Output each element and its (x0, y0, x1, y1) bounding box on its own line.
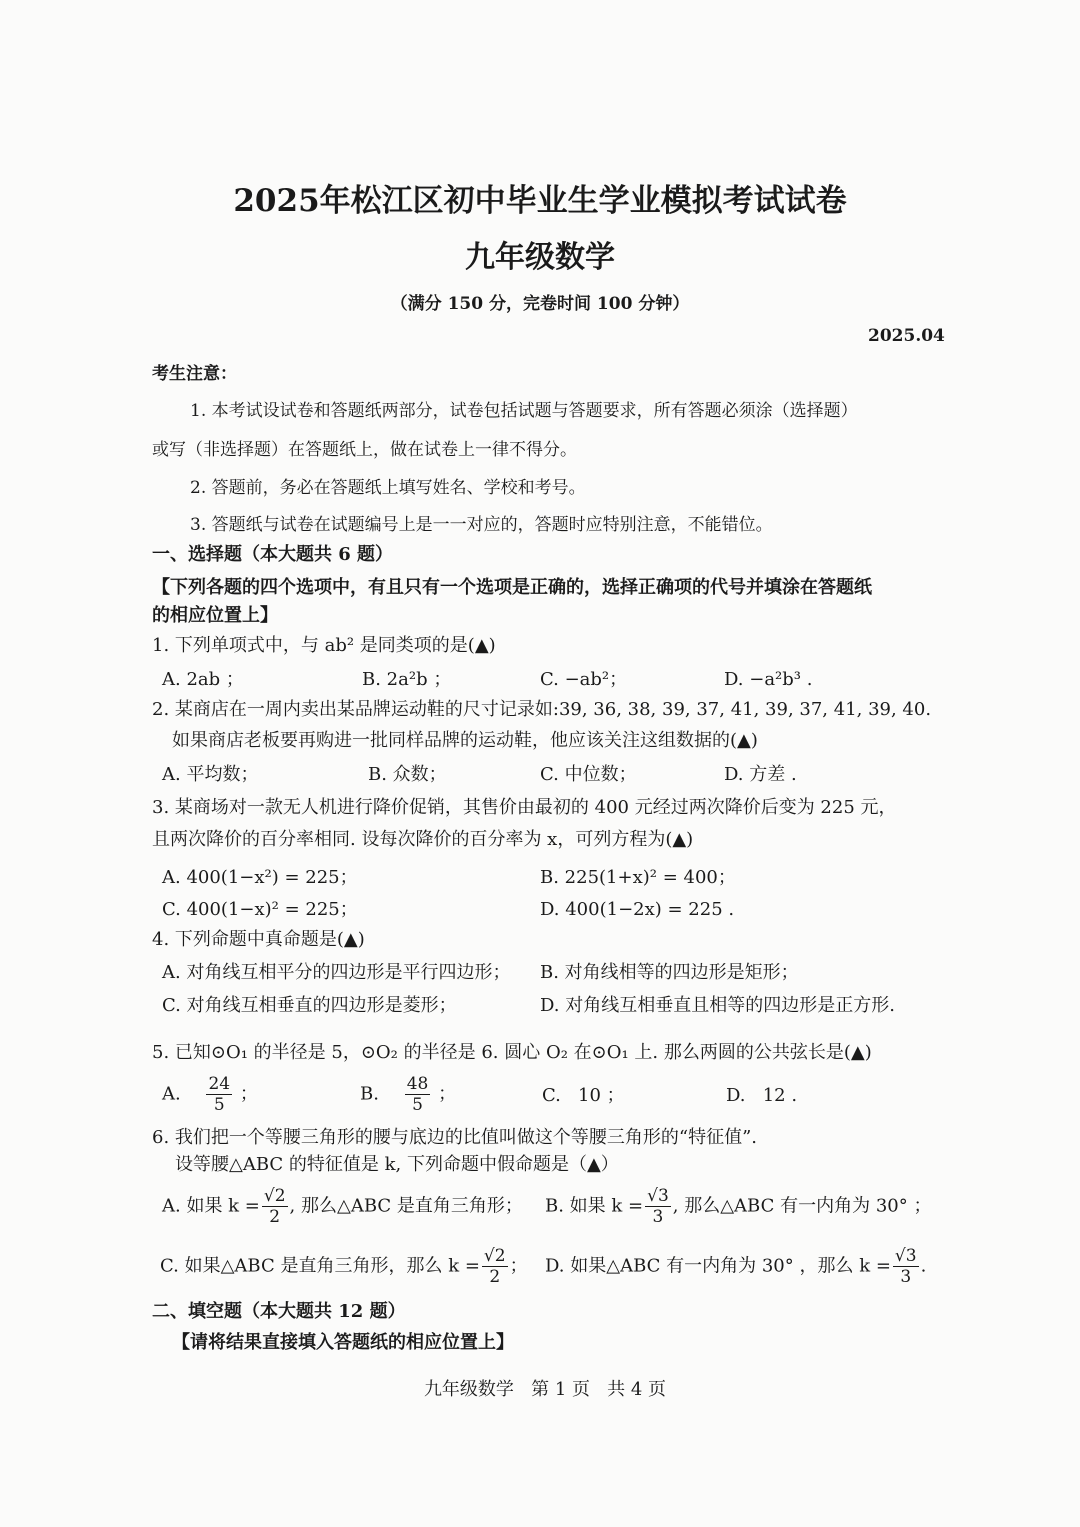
instruction-3: 3. 答题纸与试卷在试题编号上是一一对应的，答题时应特别注意，不能错位。 (190, 515, 773, 535)
numerator: 24 (208, 1074, 231, 1094)
question-6-stem-cont: 设等腰△ABC 的特征值是 k, 下列命题中假命题是（▲） (175, 1154, 619, 1175)
option-tail: ； (239, 1083, 258, 1105)
instruction-1: 1. 本考试设试卷和答题纸两部分，试卷包括试题与答题要求，所有答题必须涂（选择题） (190, 401, 858, 421)
section2-heading: 二、填空题（本大题共 12 题） (152, 1301, 406, 1322)
q2-option-b: B. 众数； (368, 764, 447, 785)
fraction (645, 1186, 671, 1227)
q2-option-d: D. 方差 . (724, 764, 797, 785)
page-footer: 九年级数学 第 1 页 共 4 页 (423, 1379, 667, 1400)
numerator: √2 (483, 1246, 506, 1266)
question-2-stem-cont: 如果商店老板要再购进一批同样品牌的运动鞋，他应该关注这组数据的(▲) (172, 730, 758, 751)
exam-subtitle: 九年级数学 (465, 240, 615, 275)
q5-option-c (542, 1084, 625, 1108)
denominator: 3 (652, 1207, 664, 1227)
fraction (262, 1186, 288, 1227)
q3-option-a: A. 400(1−x²) = 225； (162, 867, 358, 888)
q2-option-c: C. 中位数； (540, 764, 637, 785)
denominator: 5 (213, 1095, 225, 1115)
question-5-stem: 5. 已知⊙O₁ 的半径是 5，⊙O₂ 的半径是 6. 圆心 O₂ 在⊙O₁ 上. 那么两圆的公共弦长是(▲) (152, 1042, 872, 1063)
option-prefix: D. 如果△ABC 有一内角为 30° ，那么 k = (545, 1255, 891, 1277)
fraction (482, 1246, 508, 1287)
option-tail: ； (438, 1083, 457, 1105)
question-3-stem: 3. 某商场对一款无人机进行降价促销，其售价由最初的 400 元经过两次降价后变为 225 元， (152, 797, 897, 818)
numerator: √2 (263, 1186, 286, 1206)
q4-option-a: A. 对角线互相平分的四边形是平行四边形； (162, 962, 511, 983)
option-prefix: B. 如果 k = (545, 1195, 644, 1217)
q6-option-a (162, 1186, 523, 1227)
q2-option-a: A. 平均数； (162, 764, 259, 785)
q3-option-c: C. 400(1−x)² = 225； (162, 899, 358, 920)
option-prefix: C. 如果△ABC 是直角三角形，那么 k = (160, 1255, 480, 1277)
q1-option-b: B. 2a²b ； (362, 669, 452, 690)
q4-option-c: C. 对角线互相垂直的四边形是菱形； (162, 995, 457, 1016)
section1-direction-cont: 的相应位置上】 (152, 605, 278, 626)
option-text: 10 ； (578, 1085, 625, 1106)
q3-option-b: B. 225(1+x)² = 400； (540, 867, 736, 888)
section1-direction: 【下列各题的四个选项中，有且只有一个选项是正确的，选择正确项的代号并填涂在答题纸 (152, 577, 872, 598)
question-4-stem: 4. 下列命题中真命题是(▲) (152, 929, 365, 950)
q5-option-d (726, 1084, 797, 1108)
q5-option-a (162, 1074, 258, 1115)
numerator: 48 (406, 1074, 429, 1094)
instruction-1-cont: 或写（非选择题）在答题纸上，做在试卷上一律不得分。 (152, 440, 577, 460)
exam-date: 2025.04 (868, 326, 945, 346)
denominator: 2 (269, 1207, 281, 1227)
q1-option-d: D. −a²b³ . (724, 669, 813, 690)
q6-option-b (545, 1186, 931, 1227)
exam-note: （满分 150 分，完卷时间 100 分钟） (390, 294, 690, 314)
exam-title: 2025年松江区初中毕业生学业模拟考试试卷 (233, 183, 847, 219)
denominator: 5 (412, 1095, 423, 1115)
question-3-stem-cont: 且两次降价的百分率相同. 设每次降价的百分率为 x，可列方程为(▲) (152, 829, 694, 850)
option-label: B. (360, 1083, 379, 1105)
question-6-stem: 6. 我们把一个等腰三角形的腰与底边的比值叫做这个等腰三角形的“特征值”. (152, 1127, 758, 1148)
fraction (405, 1074, 431, 1115)
option-suffix: , 那么△ABC 有一内角为 30° ； (672, 1195, 932, 1217)
option-suffix: . (920, 1255, 927, 1277)
q5-option-b (360, 1074, 456, 1115)
numerator: √3 (894, 1246, 917, 1266)
q6-option-d (545, 1246, 926, 1287)
q4-option-d: D. 对角线互相垂直且相等的四边形是正方形. (540, 995, 895, 1016)
q4-option-b: B. 对角线相等的四边形是矩形； (540, 962, 799, 983)
option-text: 12 . (762, 1085, 798, 1106)
instructions-heading: 考生注意： (152, 364, 237, 384)
option-suffix: ； (509, 1255, 528, 1277)
denominator: 3 (900, 1267, 912, 1287)
question-1-stem: 1. 下列单项式中，与 ab² 是同类项的是(▲) (152, 635, 496, 656)
fraction (206, 1074, 232, 1115)
q1-option-c: C. −ab²； (540, 669, 628, 690)
question-2-stem: 2. 某商店在一周内卖出某品牌运动鞋的尺寸记录如:39, 36, 38, 39, 37, 41, 39, 37, 41, 39, 40. (152, 699, 932, 720)
option-prefix: A. 如果 k = (162, 1195, 260, 1217)
q6-option-c (160, 1246, 528, 1287)
option-label: A. (162, 1083, 181, 1105)
instruction-2: 2. 答题前，务必在答题纸上填写姓名、学校和考号。 (190, 478, 586, 498)
section1-heading: 一、选择题（本大题共 6 题） (152, 544, 394, 565)
section2-direction: 【请将结果直接填入答题纸的相应位置上】 (172, 1332, 514, 1353)
fraction (893, 1246, 919, 1287)
q1-option-a: A. 2ab ； (162, 669, 244, 690)
q3-option-d: D. 400(1−2x) = 225 . (540, 899, 735, 920)
numerator: √3 (647, 1186, 669, 1206)
option-suffix: , 那么△ABC 是直角三角形； (289, 1195, 523, 1217)
denominator: 2 (489, 1267, 501, 1287)
option-label: C. (542, 1085, 561, 1106)
option-label: D. (726, 1085, 746, 1106)
